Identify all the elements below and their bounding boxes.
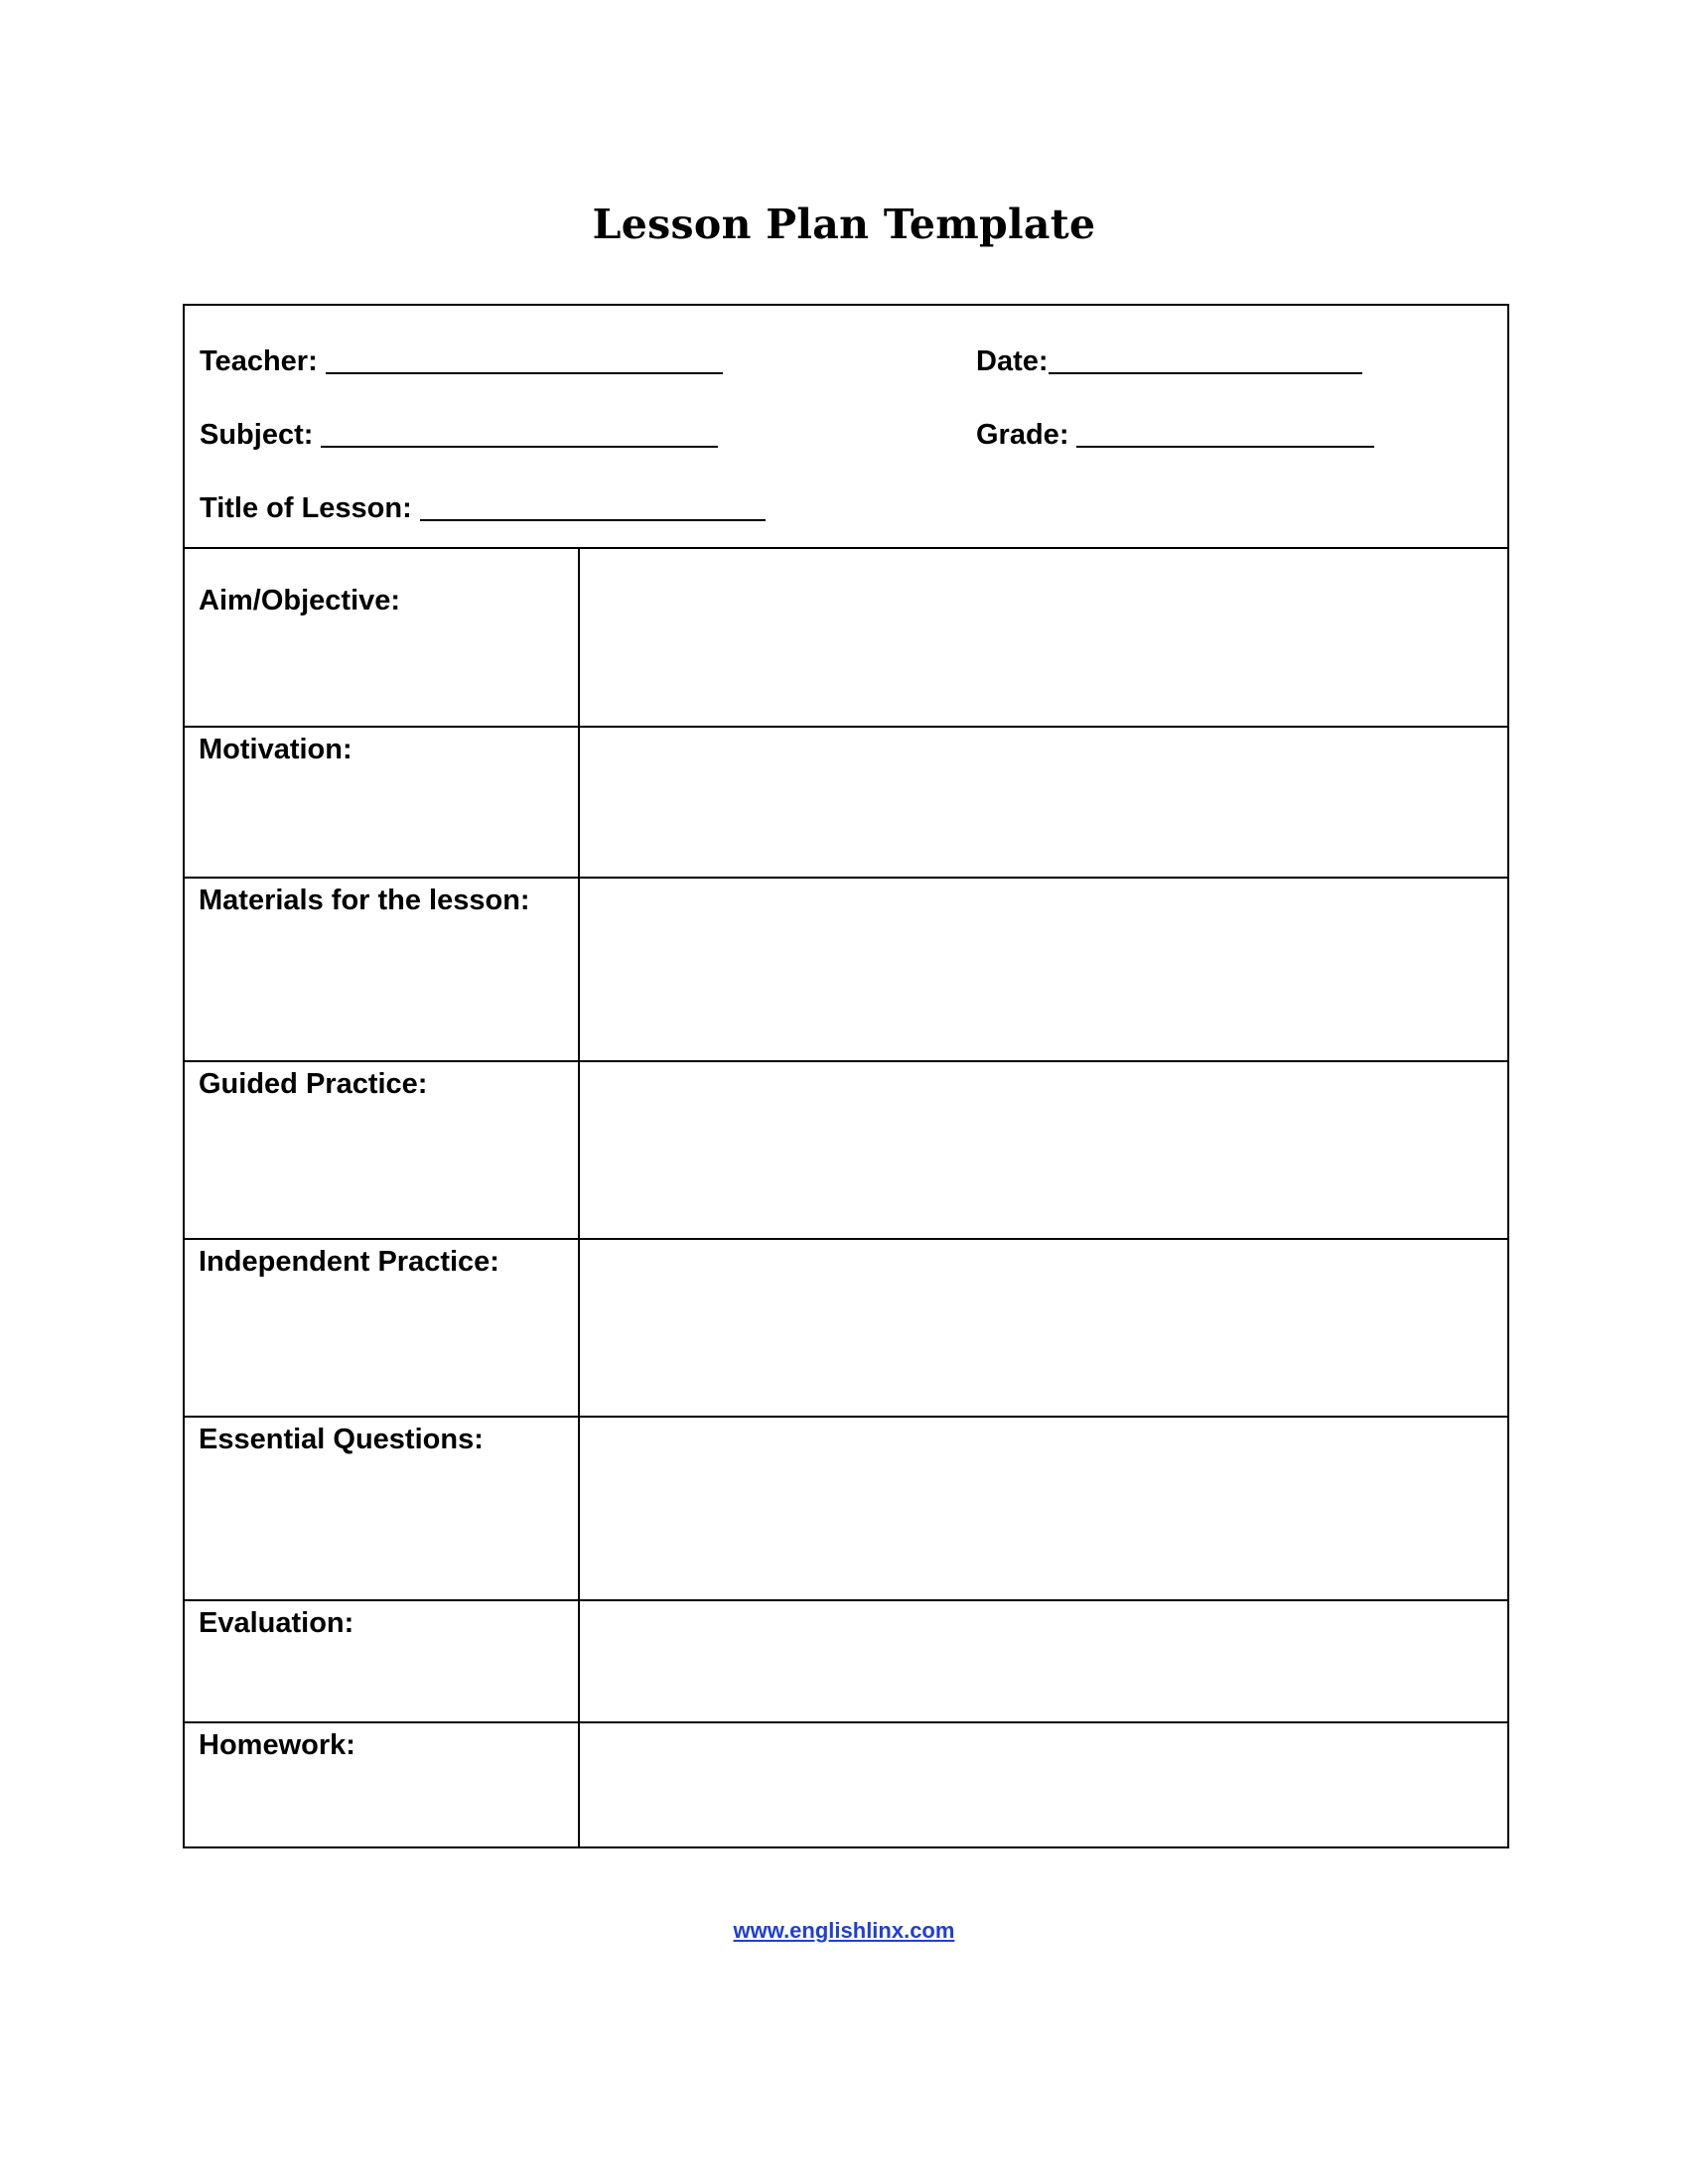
row-value-cell[interactable] (580, 549, 1507, 726)
title-of-lesson-field (200, 488, 766, 528)
page-title: Lesson Plan Template (592, 201, 1096, 248)
row-value-cell[interactable] (580, 728, 1507, 877)
lesson-plan-rows (185, 549, 1507, 1846)
grade-field (976, 415, 1374, 455)
title-of-lesson-input-line[interactable] (420, 519, 766, 521)
date-field (976, 341, 1362, 381)
table-row (185, 1062, 1507, 1240)
table-row (185, 1240, 1507, 1418)
title-of-lesson-label: Title of Lesson: (200, 492, 412, 524)
teacher-input-line[interactable] (326, 372, 723, 374)
grade-label: Grade: (976, 419, 1069, 451)
footer (0, 1916, 1688, 1946)
row-label: Evaluation: (199, 1607, 354, 1639)
row-label-cell (185, 1723, 580, 1846)
row-label-cell (185, 1240, 580, 1416)
grade-input-line[interactable] (1076, 446, 1374, 448)
date-input-line[interactable] (1049, 372, 1362, 374)
table-row (185, 549, 1507, 728)
table-row (185, 1723, 1507, 1846)
lesson-plan-form (183, 304, 1509, 1848)
row-label: Materials for the lesson: (199, 885, 530, 916)
row-label: Essential Questions: (199, 1424, 484, 1455)
subject-field (200, 415, 718, 455)
row-value-cell[interactable] (580, 1601, 1507, 1721)
subject-input-line[interactable] (321, 446, 718, 448)
row-value-cell[interactable] (580, 879, 1507, 1060)
row-label: Motivation: (199, 734, 352, 765)
table-row (185, 728, 1507, 879)
row-label: Aim/Objective: (199, 585, 401, 616)
row-label-cell (185, 1062, 580, 1238)
row-label: Guided Practice: (199, 1068, 428, 1100)
table-row (185, 1601, 1507, 1723)
row-label-cell (185, 549, 580, 726)
row-label-cell (185, 728, 580, 877)
website-link[interactable]: www.englishlinx.com (733, 1918, 955, 1943)
header-block (185, 306, 1507, 549)
date-label: Date: (976, 345, 1049, 377)
row-label-cell (185, 1418, 580, 1599)
row-label: Independent Practice: (199, 1246, 499, 1278)
subject-label: Subject: (200, 419, 314, 451)
teacher-label: Teacher: (200, 345, 318, 377)
row-label-cell (185, 879, 580, 1060)
table-row (185, 1418, 1507, 1601)
row-value-cell[interactable] (580, 1418, 1507, 1599)
teacher-field (200, 341, 723, 381)
table-row (185, 879, 1507, 1062)
row-value-cell[interactable] (580, 1240, 1507, 1416)
row-value-cell[interactable] (580, 1062, 1507, 1238)
row-label: Homework: (199, 1729, 355, 1761)
row-value-cell[interactable] (580, 1723, 1507, 1846)
row-label-cell (185, 1601, 580, 1721)
